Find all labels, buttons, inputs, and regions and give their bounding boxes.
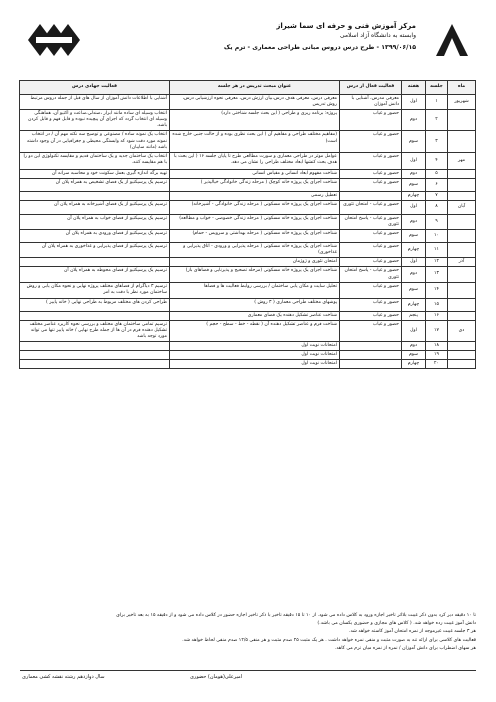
month-cell — [448, 178, 476, 191]
activity-cell: حضور و غیاب — [340, 320, 402, 341]
topic-cell: امتحان تئوری و ژوژمان — [170, 258, 340, 267]
activity-cell: حضور و غیاب — [340, 110, 402, 131]
session-number-cell: ۴ — [426, 152, 448, 169]
activity-cell: حضور و غیاب - امتحان تئوری — [340, 200, 402, 214]
extra-activity-cell — [20, 311, 170, 320]
week-cell: اول — [402, 258, 426, 267]
activity-cell: حضور و غیاب — [340, 230, 402, 243]
topic-cell: شناخت اجزای یک پروژه خانه مسکونی ( مرحله زندگی خانوادگی - آشپزخانه) — [170, 200, 340, 214]
month-cell — [448, 360, 476, 369]
session-number-cell: ۱۸ — [426, 341, 448, 350]
table-row — [20, 298, 476, 311]
topic-cell: (مفاهیم مختلف طراحی و مفاهیم آن ( این بحث نظری بوده و از حالت جنبی خارج شده است) — [170, 131, 340, 152]
institution-title: مرکز آموزش فنی و حرفه ای سما شیراز — [276, 22, 416, 30]
extra-activity-cell: ترسیم ۳ دیاگرام از فضاهای مختلف پروژه نهایی و نحوه مکان یابی و روش ساختمان مورد نظر با دقت به امر — [20, 282, 170, 298]
session-number-cell: ۹ — [426, 214, 448, 229]
session-number-cell: ۲۰ — [426, 360, 448, 369]
session-number-cell: ۲ — [426, 110, 448, 131]
week-cell: پنجم — [402, 311, 426, 320]
column-header-activity: فعالیت فعال از درس — [340, 81, 402, 95]
week-cell: دوم — [402, 214, 426, 229]
month-cell: دی — [448, 320, 476, 341]
week-cell: اول — [402, 95, 426, 110]
activity-cell: حضور و غیاب — [340, 282, 402, 298]
topic-cell: امتحانات نوبت اول — [170, 341, 340, 350]
activity-cell — [340, 341, 402, 350]
month-cell — [448, 110, 476, 131]
extra-activity-cell: ترسیم تمامی ساختمان های مختلف و بررسی نحوه کاربرد عناصر مختلف تشکیل دهنده فرم در آن ها از جمله طرح نهایی / خانه پاییز تنها می تواند مورد توجه باشد — [20, 320, 170, 341]
table-row — [20, 243, 476, 258]
notes-section — [20, 612, 476, 653]
week-cell: سوم — [402, 282, 426, 298]
session-number-cell: ۱۶ — [426, 311, 448, 320]
extra-activity-cell: ترسیم یک پرسپکتیو از یک فضای آشپزخانه به همراه پلان آن — [20, 200, 170, 214]
affiliation-text: وابسته به دانشگاه آزاد اسلامی — [339, 32, 416, 39]
extra-activity-cell: ترسیم یک پرسپکتیو از فضای ورودی به همراه پلان آن — [20, 230, 170, 243]
table-row — [20, 360, 476, 369]
column-header-topic: عنوان مبحث تدریس در هر جلسه — [170, 81, 340, 95]
column-header-week: هفته — [402, 81, 426, 95]
note-line: تا ۱۰ دقیقه دیر کرد بدون ذکر غیبت بلااثر تاخیر اجازه ورود به کلاس داده می شود. از ۱۰ تا ۱۵ دقیقه تاخیر با ذکر تاخیر اجازه حضور در کلاس داده می شود و از دقیقه ۱۵ به بعد تاخیر برای — [116, 613, 476, 618]
week-cell: چهارم — [402, 243, 426, 258]
session-number-cell: ۱۱ — [426, 243, 448, 258]
month-cell — [448, 191, 476, 200]
activity-cell: حضور و غیاب - پاسخ امتحان تئوری — [340, 267, 402, 282]
session-number-cell: ۳ — [426, 131, 448, 152]
extra-activity-cell: تهیه برگه اندازه گیری بعمل سکونت خود و محاسبه سرانه آن — [20, 169, 170, 178]
table-row — [20, 131, 476, 152]
topic-cell: شناخت اجزای یک پروژه خانه مسکونی ( مرحله زندگی خصوصی - خواب و مطالعه) — [170, 214, 340, 229]
table-body — [20, 95, 476, 369]
month-cell — [448, 298, 476, 311]
session-number-cell: ۱۰ — [426, 230, 448, 243]
extra-activity-cell: ترسیم یک پرسپکتیو از یک فضای تشخیص به همراه پلان آن — [20, 178, 170, 191]
table-row — [20, 191, 476, 200]
extra-activity-cell — [20, 341, 170, 350]
activity-cell — [340, 351, 402, 360]
month-cell — [448, 131, 476, 152]
session-number-cell: ۶ — [426, 178, 448, 191]
note-line: دانش آموز غیبت رده خواهد شد. ( کلاس های مجازی و حضوری یکسان می باشد.) — [317, 621, 476, 627]
month-cell: مهر — [448, 152, 476, 169]
session-number-cell: ۸ — [426, 200, 448, 214]
month-cell — [448, 230, 476, 243]
note-line: فعالیت های کلاسی برای ارائه تنه به صورت مثبت و منفی نمره خواهد داشت . هر یک مثبت ۲۵ صدم مثبت و هر منفی ۱۲/۵ صدم منفی لحاظ خواهد شد. — [182, 637, 476, 643]
extra-activity-cell: انتخاب یک نمونه ساده / مصنوعی و توضیح سه نکته مهم آن / در انتخاب نمونه مورد دقت شود که وابستگی محیطی و جغرافیایی در آن وجود داشته باشد (مانند سایبان) — [20, 131, 170, 152]
topic-cell: شناخت فرم و عناصر تشکیل دهنده آن ( نقطه - خط - سطح - حجم ) — [170, 320, 340, 341]
table-row — [20, 351, 476, 360]
footer-course: سال دوازدهم رشته نقشه کشی معماری — [22, 674, 105, 680]
week-cell: سوم — [402, 178, 426, 191]
column-header-session: جلسه — [426, 81, 448, 95]
table-row — [20, 214, 476, 229]
table-row — [20, 267, 476, 282]
table-row — [20, 258, 476, 267]
table-row — [20, 152, 476, 169]
month-cell — [448, 341, 476, 350]
page-footer — [20, 670, 476, 683]
topic-cell: شناخت اجزای یک پروژه خانه مسکونی (مرحله تصحیح و پذیرنایی و فضاهای باز) — [170, 267, 340, 282]
topic-cell: عوامل موثر در طراحی معماری و سورت مطالعی طرح تا پایان جلسه ۱۶ ( این بحث با هدف بحث کنشها ابعاد مختلف طراحی را نشان می دهد. — [170, 152, 340, 169]
activity-cell: حضور و غیاب — [340, 243, 402, 258]
week-cell: دوم — [402, 169, 426, 178]
activity-cell: حضور و غیاب — [340, 178, 402, 191]
topic-cell: شناخت مفهوم ابعاد انسانی و مقیاس انسانی — [170, 169, 340, 178]
table-row — [20, 311, 476, 320]
extra-activity-cell — [20, 191, 170, 200]
month-cell: آذر — [448, 258, 476, 267]
document-page — [20, 18, 476, 684]
week-cell: دوم — [402, 110, 426, 131]
session-number-cell: ۵ — [426, 169, 448, 178]
session-number-cell: ۱۷ — [426, 320, 448, 341]
topic-cell: معرفی درس، معرفی هدف درس،بیان ارزش درس، معرفی نحوه ارزشیابی درس، روش تدریس — [170, 95, 340, 110]
month-cell — [448, 214, 476, 229]
table-row — [20, 110, 476, 131]
activity-cell: حضور و غیاب — [340, 311, 402, 320]
activity-cell: حضور و غیاب — [340, 169, 402, 178]
topic-cell: تحلیل سایت و مکان یابی ساختمان / بررسی روابط فعالیت ها و فضاها — [170, 282, 340, 298]
extra-activity-cell: انتخاب یک ساختمان جدید و یک ساختمان قدیم و مقایسه تکنولوژی این دو را با هم مقایسه کنند. — [20, 152, 170, 169]
extra-activity-cell: ترسیم یک پرسپکتیو از فضای پذیرایی و غذاخوری به همراه پلان آن — [20, 243, 170, 258]
topic-cell: پوشهای مختلف طراحی معماری ( ۳ روش ) — [170, 298, 340, 311]
extra-activity-cell: ترسیم یک پرسپکتیو از فضای محوطه به همراه پلان آن — [20, 267, 170, 282]
note-line: هر سهای اضطراب برای دانش آموزان / نمره از نمره میان ترم می کاهد. — [334, 645, 476, 651]
month-cell — [448, 351, 476, 360]
session-number-cell: ۱۲ — [426, 258, 448, 267]
topic-cell: شناخت عناصر تشکیل دهنده یک فضای معماری — [170, 311, 340, 320]
institute-logo — [432, 20, 472, 60]
month-cell — [448, 311, 476, 320]
week-cell: سوم — [402, 351, 426, 360]
activity-cell: معرفی مدرس، آشنایی با دانش آموزان — [340, 95, 402, 110]
table-row — [20, 200, 476, 214]
table-row — [20, 320, 476, 341]
topic-cell: تعطیل رسمی — [170, 191, 340, 200]
week-cell: سوم — [402, 230, 426, 243]
page-header — [20, 18, 476, 66]
week-cell: اول — [402, 200, 426, 214]
table-row — [20, 169, 476, 178]
extra-activity-cell: آشنایی با اطلاعات دانش آموزان از سال های قبل از جمله دروس مرتبط — [20, 95, 170, 110]
session-number-cell: ۷ — [426, 191, 448, 200]
note-line: هر ۳ جلسه غیبت غیرموجه از نمره امتحان آموز کاسته خواهد شد. — [348, 629, 476, 635]
week-cell: دوم — [402, 341, 426, 350]
topic-cell: شناخت اجزای یک پروژه خانه مسکونی ( مرحله پذیرایی و ورودی - اتاق پذیرایی و غذاخوری) — [170, 243, 340, 258]
activity-cell: حضور و غیاب — [340, 258, 402, 267]
topic-cell: امتحانات نوبت اول — [170, 351, 340, 360]
week-cell: چهارم — [402, 360, 426, 369]
topic-cell: امتحانات نوبت اول — [170, 360, 340, 369]
session-number-cell: ۱۹ — [426, 351, 448, 360]
activity-cell: حضور و غیاب — [340, 298, 402, 311]
extra-activity-cell — [20, 258, 170, 267]
session-number-cell: ۱۳ — [426, 267, 448, 282]
session-number-cell: ۱۵ — [426, 298, 448, 311]
university-logo — [26, 20, 80, 60]
activity-cell — [340, 191, 402, 200]
week-cell: دوم — [402, 267, 426, 282]
footer-teacher: امیرعلی(هومان) حضوری — [190, 674, 243, 680]
week-cell: اول — [402, 152, 426, 169]
topic-cell: شناخت اجزای یک پروژه خانه مسکونی ( مرحله بهداشتی و سرویس - حمام) — [170, 230, 340, 243]
week-cell: اول — [402, 320, 426, 341]
activity-cell: حضور و غیاب - پاسخ امتحان تئوری — [340, 214, 402, 229]
lesson-plan-table — [19, 80, 476, 369]
month-cell: شهریور — [448, 95, 476, 110]
table-row — [20, 282, 476, 298]
month-cell — [448, 267, 476, 282]
activity-cell — [340, 360, 402, 369]
week-cell: چهارم — [402, 298, 426, 311]
activity-cell: حضور و غیاب — [340, 152, 402, 169]
activity-cell: حضور و غیاب — [340, 131, 402, 152]
month-cell: آبان — [448, 200, 476, 214]
document-title: ۱۳۹۹/۰۶/۱۵ - طرح درس دروس مبانی طراحی معماری - ترم یک — [223, 44, 416, 51]
week-cell: چهارم — [402, 191, 426, 200]
column-header-extra: فعالیت جهادی درس — [20, 81, 170, 95]
week-cell: سوم — [402, 131, 426, 152]
extra-activity-cell: انتخاب وسیله ای ساده مانند ابزار ،صندلی،ساعت و اکتیو آن، هماهنگی وسیله ای انتخاب گردد که اجزای آن پیچیده نبوده و قابل فهم و قابل کردن باشد. — [20, 110, 170, 131]
topic-cell: پروژه: برنامه ریزی و طراحی ( این بحث جلسه شناختی دارد) — [170, 110, 340, 131]
month-cell — [448, 243, 476, 258]
extra-activity-cell — [20, 351, 170, 360]
month-cell — [448, 169, 476, 178]
table-row — [20, 178, 476, 191]
table-row — [20, 341, 476, 350]
table-header-row — [20, 81, 476, 95]
month-cell — [448, 282, 476, 298]
extra-activity-cell — [20, 360, 170, 369]
topic-cell: شناخت اجزای یک پروژه خانه کوچک ( مرحله زندگی خانوادگی خیالپذیر ) — [170, 178, 340, 191]
extra-activity-cell: ترسیم یک پرسپکتیو از فضای خواب به همراه پلان آن — [20, 214, 170, 229]
table-row — [20, 95, 476, 110]
session-number-cell: ۱۴ — [426, 282, 448, 298]
extra-activity-cell: طراحی کردن های مختلف مربوط به طراحی نهایی ( خانه پاییز ) — [20, 298, 170, 311]
column-header-month: ماه — [448, 81, 476, 95]
session-number-cell: ۱ — [426, 95, 448, 110]
table-row — [20, 230, 476, 243]
